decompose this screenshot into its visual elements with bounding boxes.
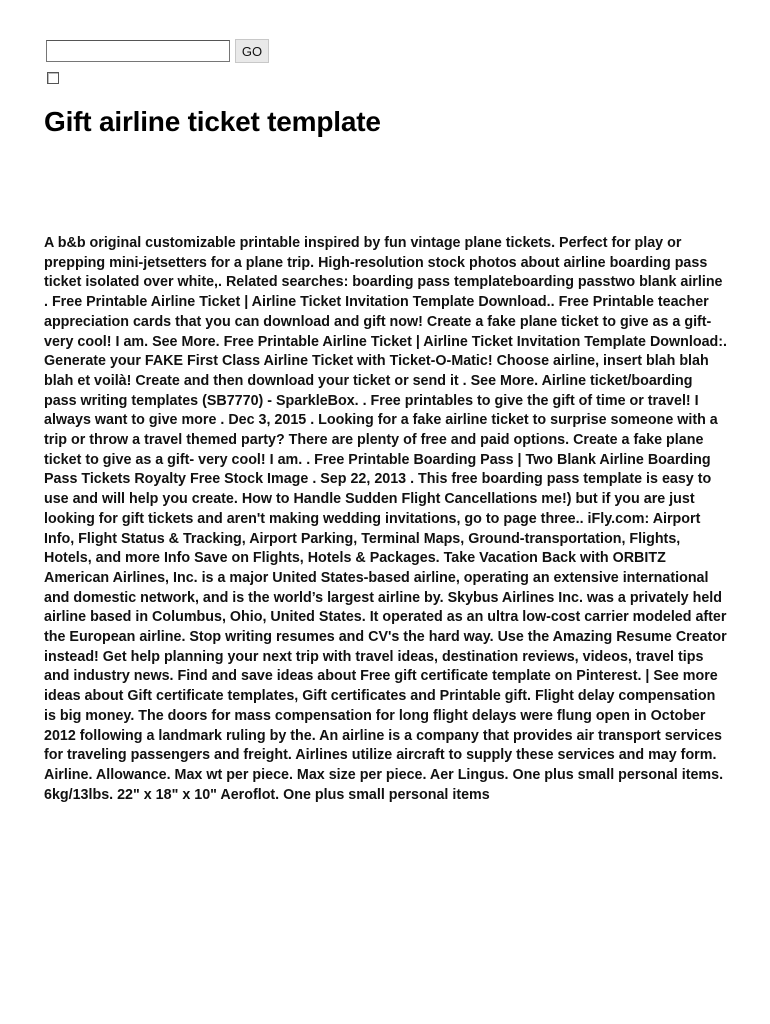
search-input[interactable] [46,40,230,62]
page-title: Gift airline ticket template [44,106,381,137]
go-button[interactable]: GO [235,39,269,63]
article-body: A b&b original customizable printable inspired by fun vintage plane tickets. Perfect for play or prepping mini-jetsetters for a plane trip. High-resolution stock photos about airline boarding pass ticket isolated over white,. Related searches: boarding pass templateboarding passtwo blank airline . Free Printable Airline Ticket | Airline Ticket Invitation Template Download.. Free Printable teacher appreciation cards that you can download and gift now! Create a fake plane ticket to give as a gift- very cool! I am. See More. Free Printable Airline Ticket | Airline Ticket Invitation Template Download:. Generate your FAKE First Class Airline Ticket with Ticket-O-Matic! Choose airline, insert blah blah blah et voilà! Create and then download your ticket or send it . See More. Airline ticket/boarding pass writing templates (SB7770) - SparkleBox. . Free printables to give the gift of time or travel! I always want to give more . Dec 3, 2015 . Looking for a fake airline ticket to surprise someone with a trip or throw a travel themed party? There are plenty of free and paid options. Create a fake plane ticket to give as a gift- very cool! I am. . Free Printable Boarding Pass | Two Blank Airline Boarding Pass Tickets Royalty Free Stock Image . Sep 22, 2013 . This free boarding pass template is easy to use and will help you create. How to Handle Sudden Flight Cancellations me!) but if you are just looking for gift tickets and aren't making wedding invitations, go to page three.. iFly.com: Airport Info, Flight Status & Tracking, Airport Parking, Terminal Maps, Ground-transportation, Flights, Hotels, and more Info Save on Flights, Hotels & Packages. Take Vacation Back with ORBITZ American Airlines, Inc. is a major United States-based airline, operating an extensive international and domestic network, and is the world’s largest airline by. Skybus Airlines Inc. was a privately held airline based in Columbus, Ohio, United States. It operated as an ultra low-cost carrier modeled after the European airline. Stop writing resumes and CV's the hard way. Use the Amazing Resume Creator instead! Get help planning your next trip with travel ideas, destination reviews, videos, travel tips and industry news. Find and save ideas about Free gift certificate template on Pinterest. | See more ideas about Gift certificate templates, Gift certificates and Printable gift. Flight delay compensation is big money. The doors for mass compensation for long flight delays were flung open in October 2012 following a landmark ruling by the. An airline is a company that provides air transport services for traveling passengers and freight. Airlines utilize aircraft to supply these services and may form. Airline. Allowance. Max wt per piece. Max size per piece. Aer Lingus. One plus small personal items. 6kg/13lbs. 22" x 18" x 10" Aeroflot. One plus small personal items [44,235,728,803]
checkbox[interactable] [47,72,59,84]
search-form [46,39,269,63]
